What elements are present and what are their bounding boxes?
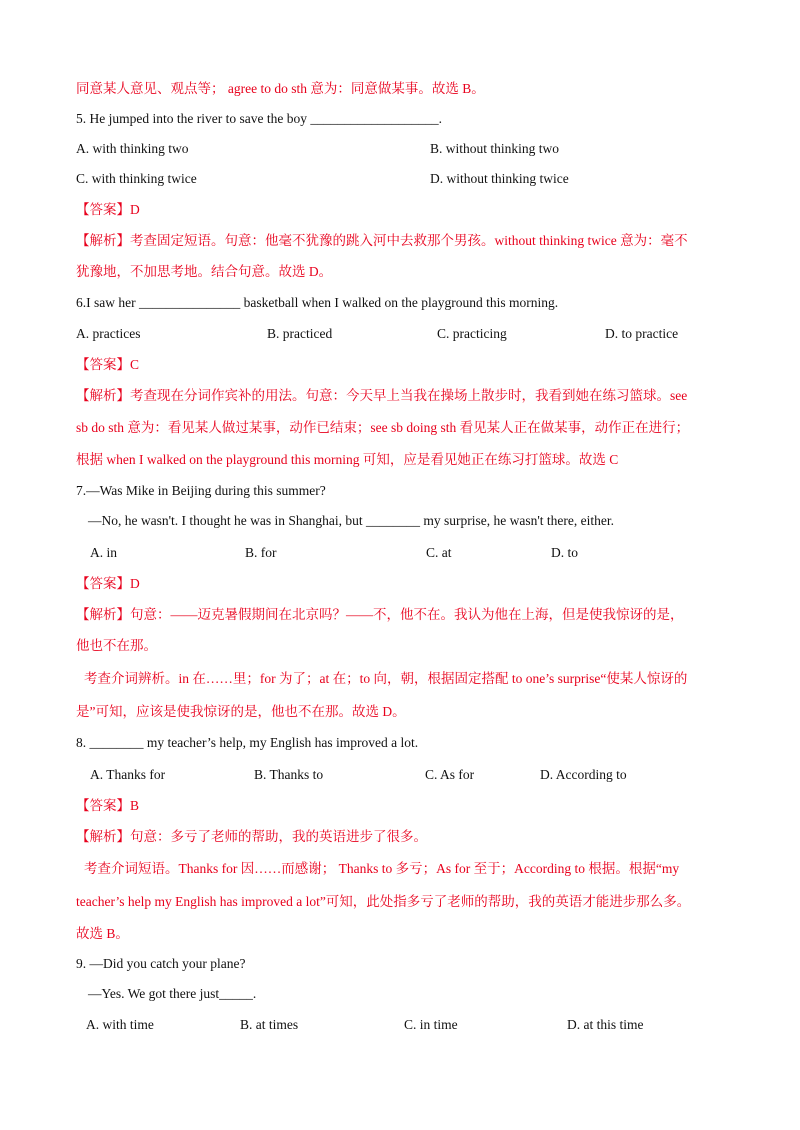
q7-analysis-line: 是”可知，应该是使我惊讶的是，他也不在那。故选 D。 <box>76 704 406 719</box>
q9-option-d: D. at this time <box>567 1017 644 1032</box>
q7-option-b: B. for <box>245 545 277 560</box>
q7-analysis-line: 他也不在那。 <box>76 638 157 653</box>
q6-analysis-line: 【解析】考查现在分词作宾补的用法。句意：今天早上当我在操场上散步时，我看到她在练习篮球。see <box>76 388 688 403</box>
q5-option-a: A. with thinking two <box>76 141 189 156</box>
q9-option-b: B. at times <box>240 1017 299 1032</box>
question-9-stem: 9. —Did you catch your plane? <box>76 956 246 971</box>
q8-analysis-line: 故选 B。 <box>76 926 129 941</box>
q8-option-a: A. Thanks for <box>90 767 166 782</box>
q5-analysis-line: 犹豫地，不加思考地。结合句意。故选 D。 <box>76 264 333 279</box>
q6-analysis-line: sb do sth 意为：看见某人做过某事，动作已结束；see sb doing sth 看见某人正在做某事，动作正在进行； <box>76 420 690 435</box>
question-6-stem: 6.I saw her _______________ basketball when I walked on the playground this morning. <box>76 295 559 310</box>
q8-option-b: B. Thanks to <box>254 767 324 782</box>
q5-option-d: D. without thinking twice <box>430 171 569 186</box>
q7-answer: 【答案】D <box>76 576 140 591</box>
q7-analysis-line: 【解析】句意：——迈克暑假期间在北京吗？——不，他不在。我认为他在上海，但是使我惊讶的是， <box>76 607 684 622</box>
q8-analysis-line: 【解析】句意：多亏了老师的帮助，我的英语进步了很多。 <box>76 829 427 844</box>
q8-option-c: C. As for <box>425 767 475 782</box>
q8-analysis-line: teacher’s help my English has improved a lot”可知，此处指多亏了老师的帮助，我的英语才能进步那么多。 <box>76 894 691 909</box>
q8-option-d: D. According to <box>540 767 627 782</box>
q6-answer: 【答案】C <box>76 357 140 372</box>
question-7-stem: 7.—Was Mike in Beijing during this summer? <box>76 483 326 498</box>
q8-analysis-line: 考查介词短语。Thanks for 因……而感谢； Thanks to 多亏；As for 至于；According to 根据。根据“my <box>84 861 680 876</box>
q6-analysis-line: 根据 when I walked on the playground this morning 可知，应是看见她正在练习打篮球。故选 C <box>76 452 619 467</box>
q7-option-a: A. in <box>90 545 117 560</box>
q7-analysis-line: 考查介词辨析。in 在……里；for 为了；at 在；to 向，朝，根据固定搭配 to one’s surprise“使某人惊讶的 <box>84 671 688 686</box>
q5-option-b: B. without thinking two <box>430 141 560 156</box>
top-line: 同意某人意见、观点等； agree to do sth 意为：同意做某事。故选 B。 <box>76 81 485 96</box>
q5-answer: 【答案】D <box>76 202 140 217</box>
question-9-stem-reply: —Yes. We got there just_____. <box>88 986 257 1001</box>
q6-option-b: B. practiced <box>267 326 333 341</box>
question-8-stem: 8. ________ my teacher’s help, my English has improved a lot. <box>76 735 419 750</box>
q6-option-c: C. practicing <box>437 326 507 341</box>
q5-option-c: C. with thinking twice <box>76 171 197 186</box>
question-7-stem-reply: —No, he wasn't. I thought he was in Shanghai, but ________ my surprise, he wasn't there, either. <box>88 513 615 528</box>
q9-option-c: C. in time <box>404 1017 458 1032</box>
q7-option-d: D. to <box>551 545 578 560</box>
q8-answer: 【答案】B <box>76 798 140 813</box>
q5-analysis-line: 【解析】考查固定短语。句意：他毫不犹豫的跳入河中去救那个男孩。without thinking twice 意为：毫不 <box>76 233 688 248</box>
q6-option-d: D. to practice <box>605 326 679 341</box>
q9-option-a: A. with time <box>86 1017 154 1032</box>
question-5-stem: 5. He jumped into the river to save the boy ___________________. <box>76 111 442 126</box>
q7-option-c: C. at <box>426 545 452 560</box>
q6-option-a: A. practices <box>76 326 141 341</box>
